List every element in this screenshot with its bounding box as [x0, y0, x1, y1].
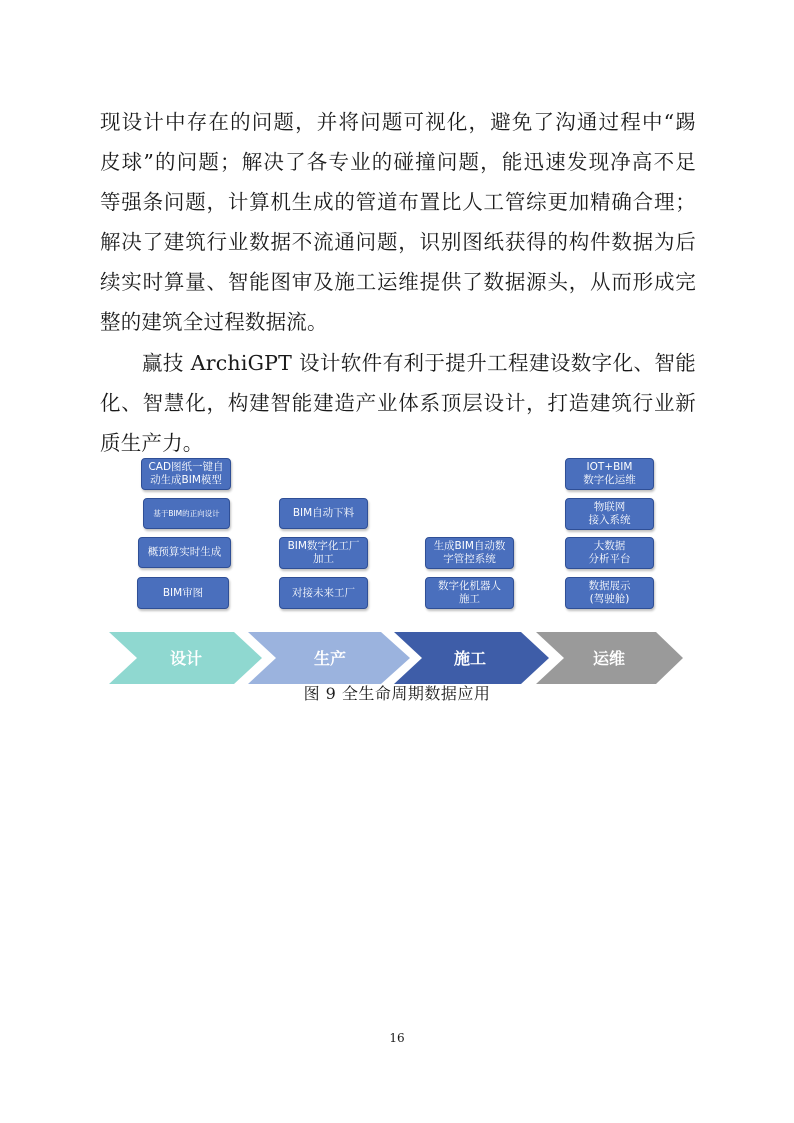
operation-box-dashboard: 数据展示 (驾驶舱) — [565, 577, 654, 609]
text-line: 续实时算量、智能图审及施工运维提供了数据源头，从而形成完 — [100, 270, 696, 294]
phase-label-construction: 施工 — [453, 649, 487, 668]
text-line: 整的建筑全过程数据流。 — [100, 310, 328, 334]
text-line: 解决了建筑行业数据不流通问题，识别图纸获得的构件数据为后 — [100, 230, 696, 254]
design-box-forward-design: 基于BIM的正向设计 — [143, 498, 230, 529]
text-line: 皮球”的问题；解决了各专业的碰撞问题，能迅速发现净高不足 — [100, 150, 696, 174]
operation-box-big-data: 大数据 分析平台 — [565, 537, 654, 569]
operation-box-iot-bim: IOT+BIM 数字化运维 — [565, 458, 654, 490]
phase-label-operation: 运维 — [592, 649, 626, 668]
text-line: 质生产力。 — [100, 431, 204, 455]
design-box-bim-review: BIM审图 — [137, 577, 229, 609]
phase-label-design: 设计 — [169, 649, 203, 668]
phase-flow — [108, 630, 688, 686]
design-box-budget: 概预算实时生成 — [138, 537, 231, 568]
production-box-auto-cutting: BIM自动下料 — [279, 498, 368, 529]
design-box-cad-to-bim: CAD图纸一键自 动生成BIM模型 — [141, 458, 231, 490]
text-line: 赢技 ArchiGPT 设计软件有利于提升工程建设数字化、智能 — [142, 351, 696, 375]
text-line: 化、智慧化，构建智能建造产业体系顶层设计，打造建筑行业新 — [100, 391, 696, 415]
production-box-digital-factory: BIM数字化工厂 加工 — [279, 537, 368, 569]
text-line: 现设计中存在的问题，并将问题可视化，避免了沟通过程中“踢 — [100, 110, 696, 134]
figure-caption: 图 9 全生命周期数据应用 — [303, 684, 491, 703]
paragraph-1 — [100, 102, 696, 342]
phase-label-production: 生产 — [313, 649, 347, 668]
page-number: 16 — [389, 1031, 405, 1045]
operation-box-iot-access: 物联网 接入系统 — [565, 498, 654, 530]
construction-box-control-system: 生成BIM自动数 字管控系统 — [425, 537, 514, 569]
production-box-future-factory: 对接未来工厂 — [279, 577, 368, 609]
construction-box-robot: 数字化机器人 施工 — [425, 577, 514, 609]
paragraph-2 — [100, 343, 696, 463]
text-line: 等强条问题，计算机生成的管道布置比人工管综更加精确合理； — [100, 190, 696, 214]
